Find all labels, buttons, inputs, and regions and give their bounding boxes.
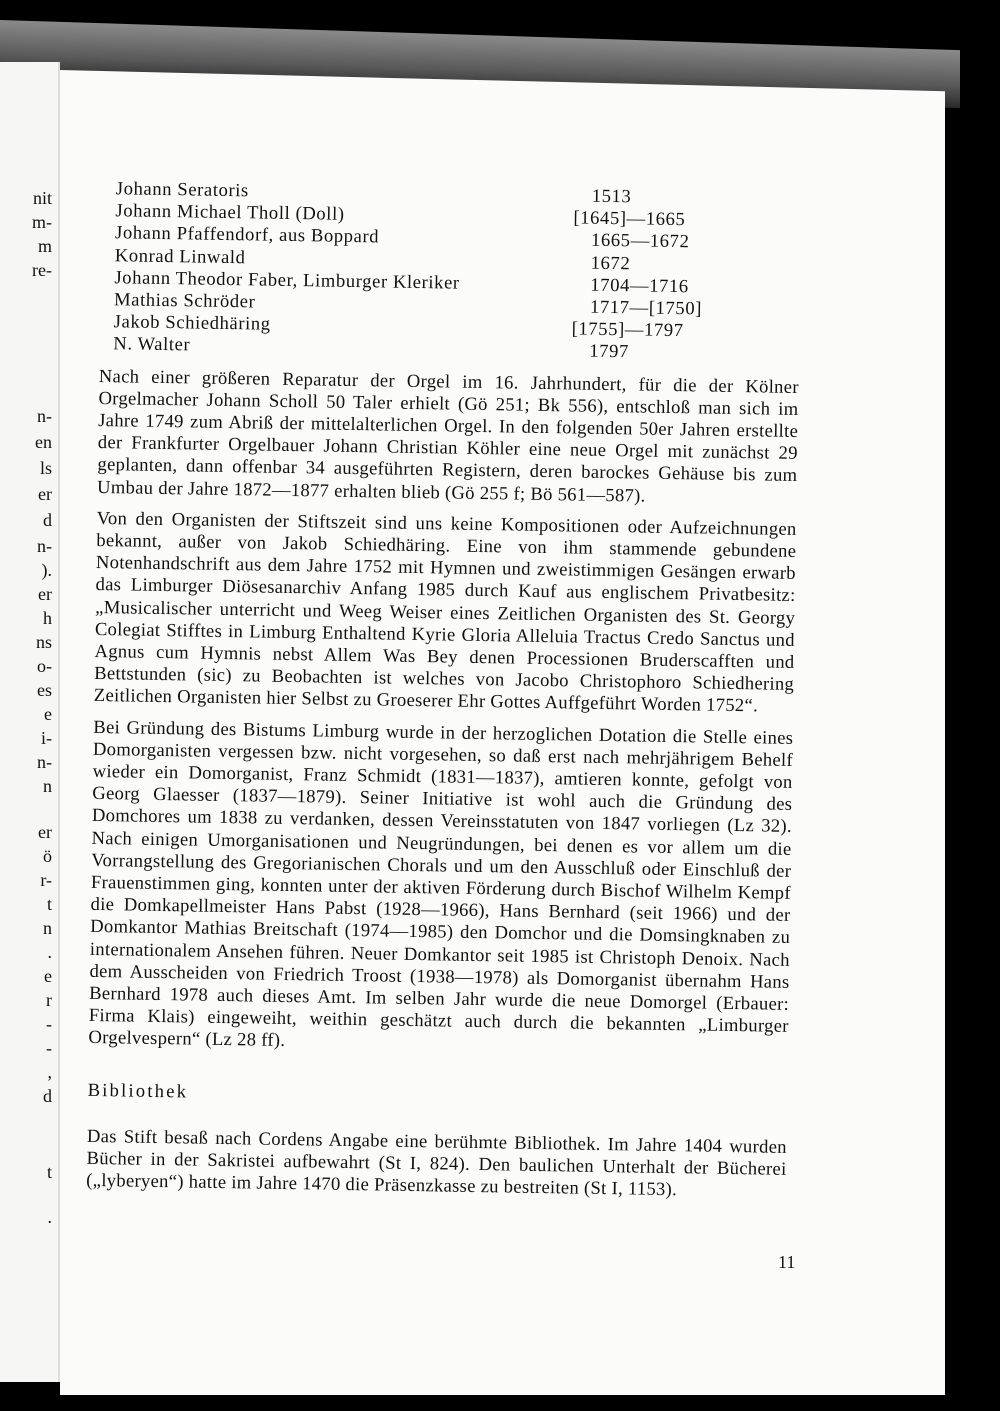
organist-years: 1717—[1750]: [589, 296, 703, 320]
facing-page-fragment: m: [37, 236, 52, 256]
facing-page-fragment: e: [44, 966, 52, 986]
organist-name: Mathias Schröder: [113, 289, 256, 313]
facing-page-fragment: o-: [37, 656, 52, 676]
facing-page-fragment: -: [46, 1014, 52, 1034]
facing-page-fragment: m-: [32, 212, 52, 232]
facing-page-fragment: d: [43, 510, 52, 530]
facing-page-fragment: ö: [43, 846, 52, 866]
section-heading: Bibliothek: [87, 1079, 189, 1103]
organist-years: 1672: [590, 252, 631, 274]
facing-page-fragment: n-: [37, 406, 52, 426]
organist-years: 1665—1672: [590, 230, 690, 253]
organist-name: Johann Michael Tholl (Doll): [115, 200, 345, 226]
organist-name: Konrad Linwald: [114, 244, 246, 268]
body-paragraph: Das Stift besaß nach Cordens Angabe eine berühmte Bibliothek. Im Jahre 1404 wurden Bücher in der Sakristei aufbewahrt (St I, 824). Den baulichen Unterhalt der Bücherei („lyberyen“) hatte im Jahre 1470 die Präsenzkasse zu bestreiten (St I, 1153).: [86, 1125, 788, 1201]
body-paragraph: Bei Gründung des Bistums Limburg wurde in der herzoglichen Dotation die Stelle eines Domorganisten vergessen bzw. nicht vorgesehen, so daß erst nach mehrjährigem Behelf wieder ein Domorganist, Franz Schmidt (1831—1837), amtieren konnte, gefolgt von Georg Glaesser (1837—1879). Seiner Initiative ist wohl auch die Gründung des Domchores um 1838 zu verdanken, dessen Vereinsstatuten von 1847 vorliegen (Lz 32). Nach einigen Umorganisationen und Neugründungen, bei denen es vor allem um die Vorrangstellung des Gregorianischen Chorals und um den Ausschluß oder Einschluß der Frauenstimmen ging, konnten unter der aktiven Förderung durch Bischof Wilhelm Kempf die Domkapellmeister Hans Pabst (1928—1966), Hans Bernhard (seit 1966) und der Domkantor Mathias Breitschaft (1974—1985) den Domchor und die Domsingknaben zu internationalem Ansehen führen. Neuer Domkantor seit 1985 ist Christoph Denoix. Nach dem Ausscheiden von Friedrich Troost (1938—1978) als Domorganist übernahm Hans Bernhard 1978 auch dieses Amt. Im selben Jahr wurde die neue Domorgel (Erbauer: Firma Klais) eingeweiht, weithin geschätzt auch durch die bekannten „Limburger Orgelvespern“ (Lz 28 ff).: [88, 716, 794, 1052]
facing-page-fragment: en: [35, 432, 52, 452]
facing-page-fragment: r-: [40, 870, 52, 890]
organist-name: Johann Seratoris: [115, 178, 250, 202]
facing-page-fragment: i-: [41, 728, 52, 748]
facing-page-fragment: r: [46, 990, 52, 1010]
organist-years: [1755]—1797: [571, 318, 684, 342]
organist-name: Johann Pfaffendorf, aus Boppard: [114, 222, 380, 248]
facing-page-fragment: d: [43, 1086, 52, 1106]
facing-page-fragment: t: [46, 894, 52, 914]
facing-page-fragment: e: [44, 704, 52, 724]
facing-page-fragment: h: [43, 608, 52, 628]
body-paragraph: Nach einer größeren Reparatur der Orgel im 16. Jahrhundert, für die der Kölner Orgelmacher Johann Scholl 50 Taler erhielt (Gö 251; Bk 556), entschloß man sich im Jahre 1749 zum Abriß der mittelalterlichen Orgel. In den folgenden 50er Jahren erstellte der Frankfurter Orgelbauer Johann Christian Köhler eine neue Orgel mit zunächst 29 geplanten, dann offenbar 34 ausgeführten Registern, deren barockes Gehäuse bis zum Umbau der Jahre 1872—1877 erhalten blieb (Gö 255 f; Bö 561—587).: [96, 365, 799, 507]
facing-page-edge: [0, 62, 60, 1382]
organist-name: N. Walter: [113, 333, 191, 356]
facing-page-fragment: ).: [41, 560, 52, 580]
facing-page-fragment: -: [46, 1038, 52, 1058]
facing-page-fragment: er: [38, 484, 52, 504]
facing-page-fragment: ,: [47, 1062, 52, 1082]
organist-name: Johann Theodor Faber, Limburger Kleriker: [114, 266, 460, 294]
organist-years: [1645]—1665: [573, 207, 686, 231]
page-number: 11: [778, 1252, 796, 1272]
body-paragraph: Von den Organisten der Stiftszeit sind uns keine Kompositionen oder Aufzeichnungen bekannt, außer von Jakob Schiedhäring. Eine von ihm stammende gebundene Notenhandschrift aus dem Jahre 1752 mit Hymnen und zweistimmigen Gesängen erwarb das Limburger Diösesanarchiv Anfang 1985 durch Kauf aus englischem Privatbesitz: „Musicalischer unterricht und Weeg Weiser eines Zeitlichen Organisten des St. Georgy Colegiat Stifftes in Limburg Enthaltend Kyrie Gloria Alleluia Tractus Credo Sanctus und Agnus cum Hymnis nebst Allem Was Bey denen Processionen Bruderscafften und Bettstunden (sic) zu Beobachten ist welches von Jacobo Christophoro Schiedhering Zeitlichen Organisten hier Selbst zu Groeserer Ehr Gottes Auffgeführt Worden 1752“.: [93, 507, 797, 717]
organist-list: [99, 178, 802, 366]
facing-page-fragment: er: [38, 584, 52, 604]
organist-years: 1797: [589, 340, 630, 363]
facing-page-fragment: er: [38, 822, 52, 842]
facing-page-fragment: es: [37, 680, 52, 700]
facing-page-fragment: re-: [32, 260, 52, 280]
facing-page-fragment: .: [47, 942, 52, 962]
page-content: [86, 178, 802, 1212]
facing-page-fragment: n-: [37, 536, 52, 556]
facing-page-fragment: .: [47, 1207, 52, 1227]
facing-page-fragment: nit: [32, 188, 52, 208]
organist-years: 1704—1716: [590, 274, 689, 297]
facing-page-fragment: n-: [37, 752, 52, 772]
organist-name: Jakob Schiedhäring: [113, 311, 271, 335]
facing-page-fragment: n: [43, 776, 52, 796]
facing-page-fragment: ns: [35, 632, 52, 652]
facing-page-fragment: t: [46, 1162, 52, 1182]
organist-years: 1513: [591, 185, 632, 208]
facing-page-fragment: ls: [39, 458, 52, 478]
facing-page-fragment: n: [43, 918, 52, 938]
